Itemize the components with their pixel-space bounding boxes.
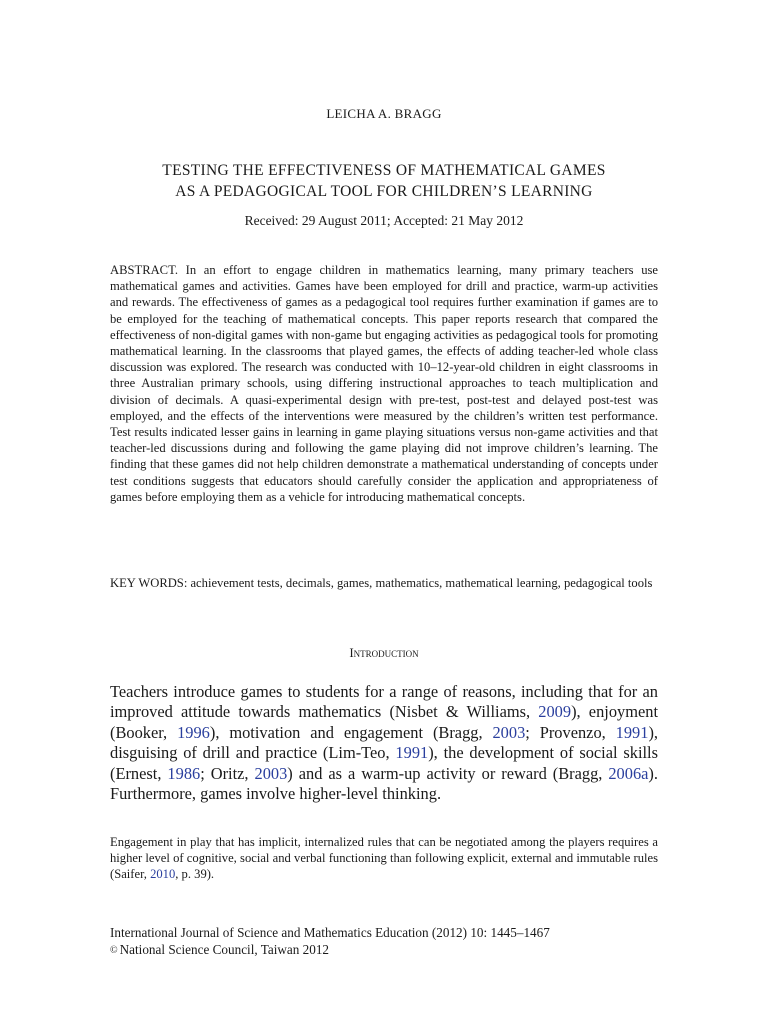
- page-footer: [110, 925, 658, 959]
- citation-link[interactable]: 1996: [177, 722, 210, 742]
- text-run: , p. 39).: [175, 867, 215, 882]
- block-quote: [110, 834, 658, 883]
- title-line-1: TESTING THE EFFECTIVENESS OF MATHEMATICAL GAMES: [162, 162, 606, 179]
- section-heading-introduction: Introduction: [349, 645, 419, 660]
- text-run: Engagement in play that has implicit, internalized rules that can be negotiated among the players requires a higher level of cognitive, social and verbal functioning than following explicit, external and immutable rules (Saifer,: [110, 835, 658, 882]
- citation-link[interactable]: 2010: [150, 867, 176, 882]
- keywords: KEY WORDS: achievement tests, decimals, games, mathematics, mathematical learning, pedagogical tools: [110, 576, 653, 590]
- introduction-paragraph: [110, 682, 658, 804]
- copyright-text: National Science Council, Taiwan 2012: [119, 941, 330, 957]
- text-run: ), disguising of drill and practice (Lim-Teo,: [110, 722, 658, 763]
- citation-link[interactable]: 2009: [538, 702, 572, 722]
- title-line-2: AS A PEDAGOGICAL TOOL FOR CHILDREN’S LEARNING: [175, 183, 593, 200]
- text-run: ; Oritz,: [200, 763, 255, 783]
- citation-link[interactable]: 2003: [492, 722, 526, 742]
- abstract: ABSTRACT. In an effort to engage children in mathematics learning, many primary teachers use mathematical games and activities. Games have been employed for drill and practice, warm-up activities and rewards. The effectiveness of games as a pedagogical tool requires further examination if games are to be employed for the teaching of mathematical concepts. This paper reports research that compared the effectiveness of non-digital games with non-game but engaging activities as pedagogical tools for promoting mathematical learning. In the classrooms that played games, the effects of adding teacher-led whole class discussion was explored. The research was conducted with 10–12-year-old children in eight classrooms in three Australian primary schools, using differing instructional approaches to teach multiplication and division of decimals. A quasi-experimental design with pre-test, post-test and delayed post-test was employed, and the effects of the interventions were measured by the children’s written test performance. Test results indicated lesser gains in learning in game playing situations versus non-game activities and that teacher-led discussions during and following the game playing did not improve children’s learning. The finding that these games did not help children demonstrate a mathematical understanding of concepts under test conditions suggests that educators should carefully consider the application and appropriateness of games before employing them as a vehicle for introducing mathematical concepts.: [110, 263, 658, 504]
- citation-link[interactable]: 1991: [615, 722, 649, 742]
- citation-link[interactable]: 2003: [254, 763, 288, 783]
- text-run: ), enjoyment (Booker,: [110, 702, 658, 742]
- citation-link[interactable]: 1991: [395, 743, 429, 763]
- copyright-line: [110, 942, 658, 960]
- text-run: Teachers introduce games to students for a range of reasons, including that for an improved attitude towards mathematics (Nisbet & Williams,: [110, 682, 658, 722]
- received-accepted-dates: Received: 29 August 2011; Accepted: 21 May 2012: [244, 213, 524, 228]
- text-run: ), motivation and engagement (Bragg,: [209, 722, 493, 742]
- paper-title: [60, 160, 708, 202]
- text-run: ; Provenzo,: [525, 722, 616, 742]
- copyright-icon: ©: [110, 944, 118, 956]
- citation-link[interactable]: 2006a: [608, 763, 649, 783]
- journal-citation: International Journal of Science and Mathematics Education (2012) 10: 1445–1467: [110, 925, 550, 940]
- citation-link[interactable]: 1986: [167, 763, 201, 783]
- text-run: ), the development of social skills (Ernest,: [110, 743, 658, 783]
- text-run: ) and as a warm-up activity or reward (Bragg,: [287, 763, 609, 783]
- author-name: LEICHA A. BRAGG: [326, 106, 442, 121]
- text-run: ). Furthermore, games involve higher-level thinking.: [110, 763, 658, 804]
